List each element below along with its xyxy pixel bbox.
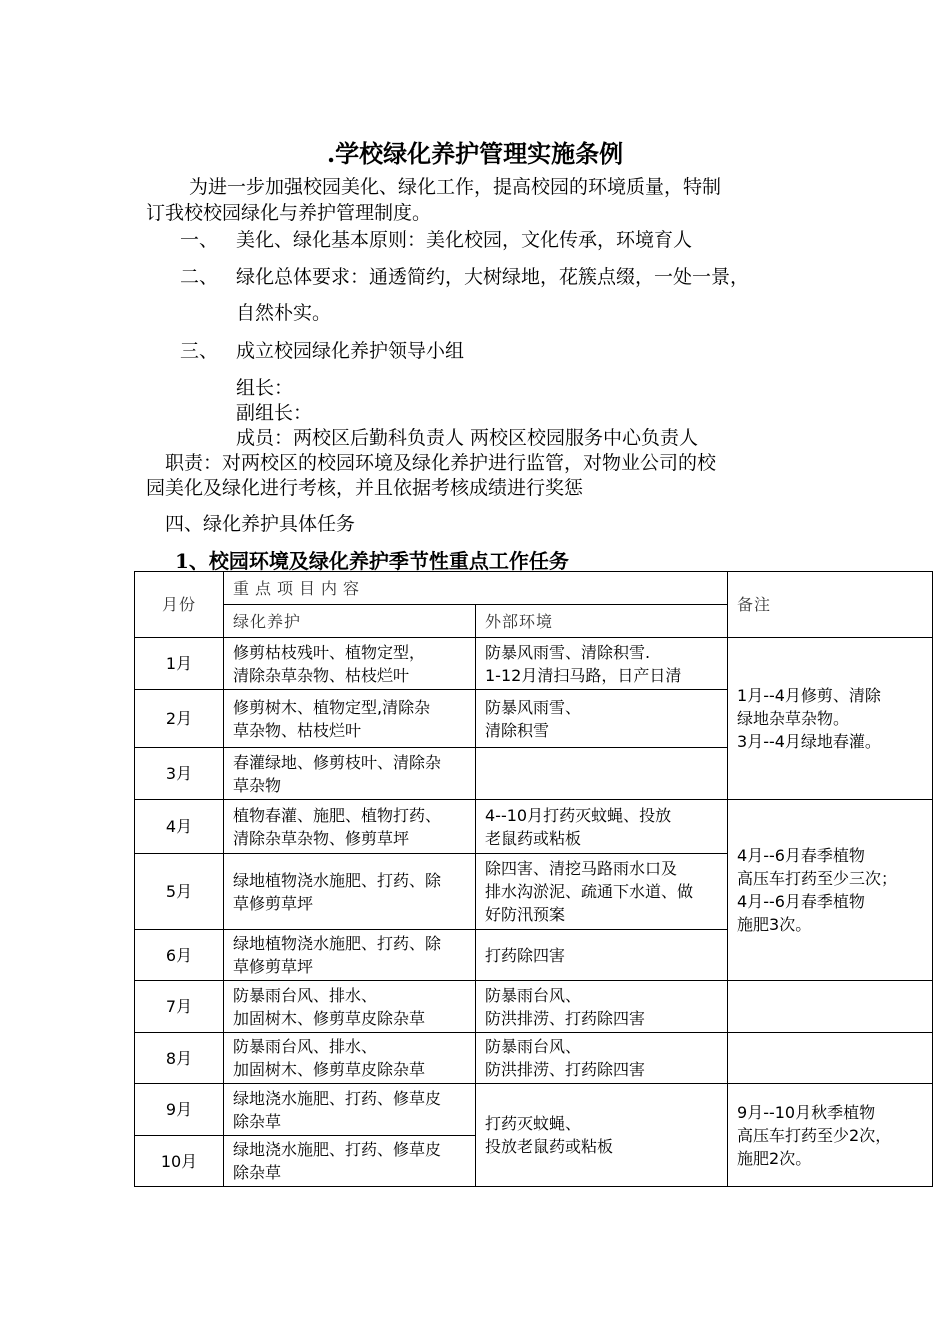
section-1-text: 美化、绿化基本原则：美化校园，文化传承，环境育人 [236, 229, 693, 251]
greening-cell: 春灌绿地、修剪枝叶、清除杂 草杂物 [224, 748, 476, 800]
external-cell: 防暴雨台风、 防洪排涝、打药除四害 [476, 1033, 728, 1084]
section-1-number: 一、 [180, 229, 219, 251]
table-row [135, 800, 933, 854]
header-month: 月份 [135, 572, 224, 638]
remarks-cell: 4月--6月春季植物 高压车打药至少三次； 4月--6月春季植物 施肥3次。 [728, 800, 933, 981]
section-4-heading: 四、绿化养护具体任务 [165, 513, 356, 535]
section-3-number: 三、 [180, 340, 219, 362]
month-cell: 4月 [135, 800, 224, 854]
greening-cell: 绿地植物浇水施肥、打药、除 草修剪草坪 [224, 854, 476, 930]
section-2-text-line-1: 绿化总体要求：通透简约，大树绿地，花簇点缀，一处一景， [236, 266, 750, 288]
section-2-number: 二、 [180, 266, 219, 288]
remarks-cell: 1月--4月修剪、清除 绿地杂草杂物。 3月--4月绿地春灌。 [728, 638, 933, 800]
greening-cell: 修剪枯枝残叶、植物定型， 清除杂草杂物、枯枝烂叶 [224, 638, 476, 690]
greening-cell: 修剪树木、植物定型,清除杂 草杂物、枯枝烂叶 [224, 690, 476, 748]
table-row [135, 638, 933, 690]
remarks-cell [728, 981, 933, 1033]
month-cell: 6月 [135, 930, 224, 981]
external-cell: 除四害、清挖马路雨水口及 排水沟淤泥、疏通下水道、做 好防汛预案 [476, 854, 728, 930]
header-external: 外部环境 [476, 605, 728, 638]
duty-line-2: 园美化及绿化进行考核，并且依据考核成绩进行奖惩 [146, 477, 584, 499]
greening-cell: 防暴雨台风、排水、 加固树木、修剪草皮除杂草 [224, 981, 476, 1033]
month-cell: 1月 [135, 638, 224, 690]
intro-line-2: 订我校校园绿化与养护管理制度。 [146, 202, 432, 224]
external-cell: 防暴风雨雪、 清除积雪 [476, 690, 728, 748]
greening-cell: 绿地浇水施肥、打药、修草皮 除杂草 [224, 1084, 476, 1136]
section-2-text-line-2: 自然朴实。 [236, 302, 332, 324]
header-remarks: 备注 [728, 572, 933, 638]
section-3-text: 成立校园绿化养护领导小组 [236, 340, 465, 362]
leader-line: 组长： [236, 377, 294, 399]
table-row [135, 1084, 933, 1136]
month-cell: 10月 [135, 1136, 224, 1187]
month-cell: 7月 [135, 981, 224, 1033]
duty-line-1: 职责：对两校区的校园环境及绿化养护进行监管，对物业公司的校 [165, 452, 717, 474]
external-cell: 防暴风雨雪、清除积雪. 1-12月清扫马路，日产日清 [476, 638, 728, 690]
greening-cell: 绿地浇水施肥、打药、修草皮 除杂草 [224, 1136, 476, 1187]
greening-cell: 植物春灌、施肥、植物打药、 清除杂草杂物、修剪草坪 [224, 800, 476, 854]
table-row [135, 1033, 933, 1084]
external-cell: 4--10月打药灭蚊蝇、投放 老鼠药或粘板 [476, 800, 728, 854]
table-title: 1、校园环境及绿化养护季节性重点工作任务 [175, 549, 569, 573]
greening-cell: 防暴雨台风、排水、 加固树木、修剪草皮除杂草 [224, 1033, 476, 1084]
external-cell: 打药除四害 [476, 930, 728, 981]
deputy-line: 副组长： [236, 402, 313, 424]
header-greening: 绿化养护 [224, 605, 476, 638]
table-row [135, 981, 933, 1033]
month-cell: 3月 [135, 748, 224, 800]
remarks-cell [728, 1033, 933, 1084]
month-cell: 5月 [135, 854, 224, 930]
month-cell: 9月 [135, 1084, 224, 1136]
members-line: 成员：两校区后勤科负责人 两校区校园服务中心负责人 [236, 427, 699, 449]
page-title: .学校绿化养护管理实施条例 [326, 139, 624, 168]
greening-cell: 绿地植物浇水施肥、打药、除 草修剪草坪 [224, 930, 476, 981]
external-cell [476, 748, 728, 800]
month-cell: 8月 [135, 1033, 224, 1084]
intro-line-1: 为进一步加强校园美化、绿化工作，提高校园的环境质量，特制 [189, 176, 722, 198]
external-cell: 打药灭蚊蝇、 投放老鼠药或粘板 [476, 1084, 728, 1187]
month-cell: 2月 [135, 690, 224, 748]
external-cell: 防暴雨台风、 防洪排涝、打药除四害 [476, 981, 728, 1033]
remarks-cell: 9月--10月秋季植物 高压车打药至少2次， 施肥2次。 [728, 1084, 933, 1187]
seasonal-tasks-table [134, 571, 933, 1187]
header-key-items: 重点项目内容 [224, 572, 728, 605]
